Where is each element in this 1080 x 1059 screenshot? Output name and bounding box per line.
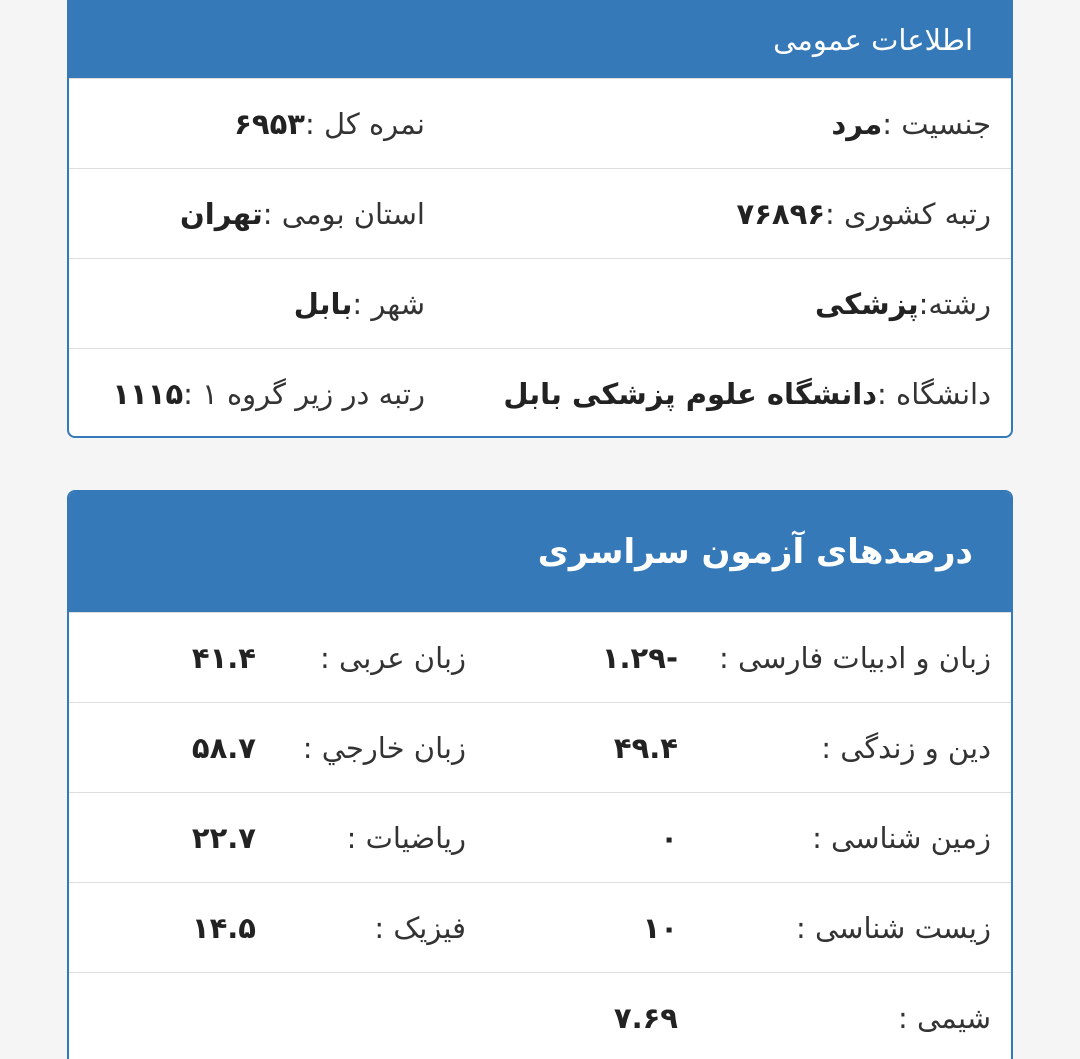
subject-row xyxy=(69,702,1011,792)
city-label: شهر : xyxy=(352,286,425,321)
subject-row xyxy=(69,972,1011,1059)
national-rank-label: رتبه کشوری : xyxy=(825,196,991,231)
general-info-title: اطلاعات عمومی xyxy=(69,0,1011,78)
subject-label: شیمی : xyxy=(898,1000,991,1035)
subject-percent: -۱.۲۹ xyxy=(601,640,678,675)
info-row xyxy=(69,348,1011,438)
home-province-label: استان بومی : xyxy=(262,196,425,231)
subject-percent: ۱۴.۵ xyxy=(191,910,256,945)
subject-percent: ۲۲.۷ xyxy=(191,820,256,855)
field-of-study-value: پزشکی xyxy=(814,286,919,321)
general-info-panel xyxy=(67,0,1013,438)
total-score-value: ۶۹۵۳ xyxy=(234,106,305,141)
subject-percent: ۱۰ xyxy=(642,910,678,945)
gender-field xyxy=(831,79,991,168)
subject-row xyxy=(69,792,1011,882)
subgroup-rank-field xyxy=(112,349,425,438)
info-row xyxy=(69,78,1011,168)
subject-row xyxy=(69,882,1011,972)
subject-label: زبان و ادبیات فارسی : xyxy=(719,640,991,675)
subgroup-rank-label: رتبه در زیر گروه ۱ : xyxy=(183,376,425,411)
field-of-study-label: رشته: xyxy=(918,286,991,321)
info-row xyxy=(69,258,1011,348)
info-row xyxy=(69,168,1011,258)
total-score-label: نمره کل : xyxy=(304,106,425,141)
home-province-value: تهران xyxy=(180,196,263,231)
subject-label: دین و زندگی : xyxy=(821,730,991,765)
subgroup-rank-value: ۱۱۱۵ xyxy=(112,376,184,411)
subject-label: زمین شناسی : xyxy=(812,820,991,855)
city-field xyxy=(294,259,425,348)
subject-label: فیزیک : xyxy=(374,910,466,945)
home-province-field xyxy=(180,169,425,258)
gender-value: مرد xyxy=(831,106,883,141)
subject-label xyxy=(266,973,466,1059)
subject-label: زبان خارجي : xyxy=(302,730,466,765)
subject-percent: ۰ xyxy=(660,820,678,855)
subject-percent: ۴۹.۴ xyxy=(613,730,678,765)
university-value: دانشگاه علوم پزشکی بابل xyxy=(503,376,878,411)
subject-percent: ۷.۶۹ xyxy=(613,1000,678,1035)
national-rank-value: ۷۶۸۹۶ xyxy=(736,196,826,231)
total-score-field xyxy=(234,79,425,168)
subject-percent: ۵۸.۷ xyxy=(191,730,256,765)
university-label: دانشگاه : xyxy=(877,376,991,411)
field-of-study-field xyxy=(815,259,991,348)
subject-percent xyxy=(146,973,256,1059)
exam-percentages-panel xyxy=(67,490,1013,1059)
subject-label: ریاضیات : xyxy=(346,820,466,855)
subject-row xyxy=(69,612,1011,702)
subject-percent: ۴۱.۴ xyxy=(191,640,256,675)
university-field xyxy=(503,349,991,438)
national-rank-field xyxy=(737,169,991,258)
exam-percentages-title: درصدهای آزمون سراسری xyxy=(69,492,1011,612)
subject-label: زیست شناسی : xyxy=(796,910,991,945)
gender-label: جنسیت : xyxy=(882,106,991,141)
subject-label: زبان عربی : xyxy=(320,640,466,675)
city-value: بابل xyxy=(293,286,353,321)
